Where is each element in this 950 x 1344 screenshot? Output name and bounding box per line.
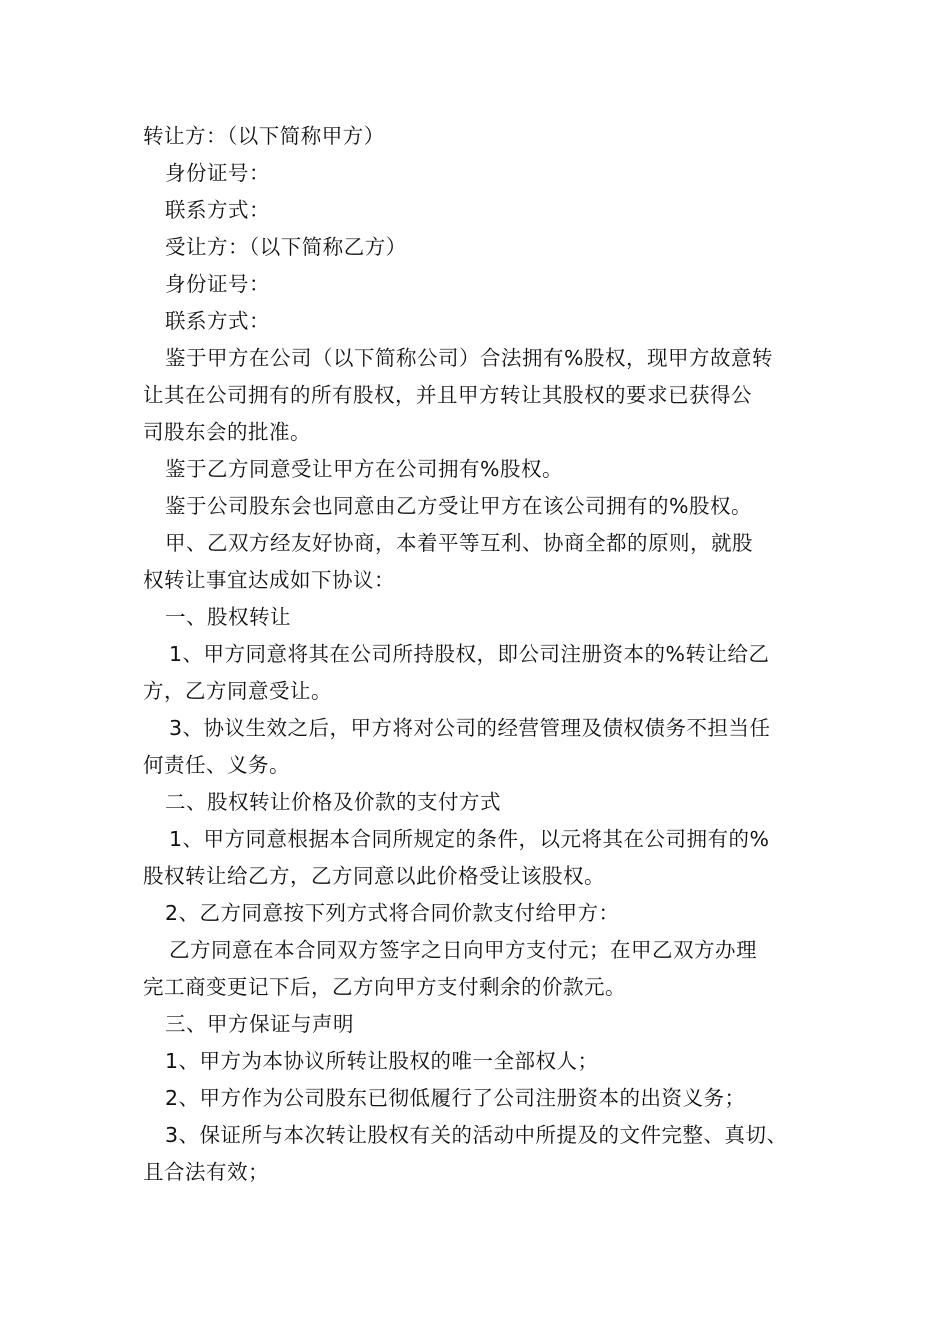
transferee-line: 受让方：（以下简称乙方） [165, 235, 407, 259]
document-body [143, 118, 833, 1191]
clause-line: 股权转让给乙方，乙方同意以此价格受让该股权。 [143, 864, 605, 888]
paragraph-line: 鉴于公司股东会也同意由乙方受让甲方在该公司拥有的%股权。 [165, 494, 752, 518]
section-heading: 三、甲方保证与声明 [165, 1012, 354, 1036]
clause-line: 方，乙方同意受让。 [143, 679, 332, 703]
paragraph-line: 权转让事宜达成如下协议： [143, 568, 395, 592]
clause-line: 3、协议生效之后，甲方将对公司的经营管理及债权债务不担当任 [169, 716, 771, 740]
clause-line: 乙方同意在本合同双方签字之日向甲方支付元；在甲乙双方办理 [169, 938, 757, 962]
paragraph-line: 让其在公司拥有的所有股权，并且甲方转让其股权的要求已获得公 [143, 383, 752, 407]
section-heading: 一、股权转让 [165, 605, 291, 629]
transferee-contact-line: 联系方式： [165, 309, 270, 333]
paragraph-line: 司股东会的批准。 [143, 420, 311, 444]
paragraph-line: 甲、乙双方经友好协商，本着平等互利、协商全都的原则，就股 [165, 531, 753, 555]
transferee-id-line: 身份证号： [165, 272, 270, 296]
clause-line: 2、乙方同意按下列方式将合同价款支付给甲方： [165, 901, 620, 925]
section-heading: 二、股权转让价格及价款的支付方式 [165, 790, 501, 814]
clause-line: 何责任、义务。 [143, 753, 290, 777]
clause-line: 1、甲方同意根据本合同所规定的条件，以元将其在公司拥有的% [169, 827, 770, 851]
clause-line: 2、甲方作为公司股东已彻低履行了公司注册资本的出资义务； [165, 1086, 746, 1110]
clause-line: 1、甲方为本协议所转让股权的唯一全部权人； [165, 1049, 599, 1073]
clause-line: 且合法有效； [143, 1160, 269, 1184]
transferor-contact-line: 联系方式： [165, 198, 270, 222]
clause-line: 1、甲方同意将其在公司所持股权，即公司注册资本的%转让给乙 [169, 642, 770, 666]
transferor-id-line: 身份证号： [165, 161, 270, 185]
paragraph-line: 鉴于乙方同意受让甲方在公司拥有%股权。 [165, 457, 563, 481]
paragraph-line: 鉴于甲方在公司（以下简称公司）合法拥有%股权，现甲方故意转 [165, 346, 773, 370]
clause-line: 3、保证所与本次转让股权有关的活动中所提及的文件完整、真切、 [165, 1123, 788, 1147]
clause-line: 完工商变更记下后，乙方向甲方支付剩余的价款元。 [143, 975, 626, 999]
transferor-line: 转让方：（以下简称甲方） [143, 124, 385, 148]
